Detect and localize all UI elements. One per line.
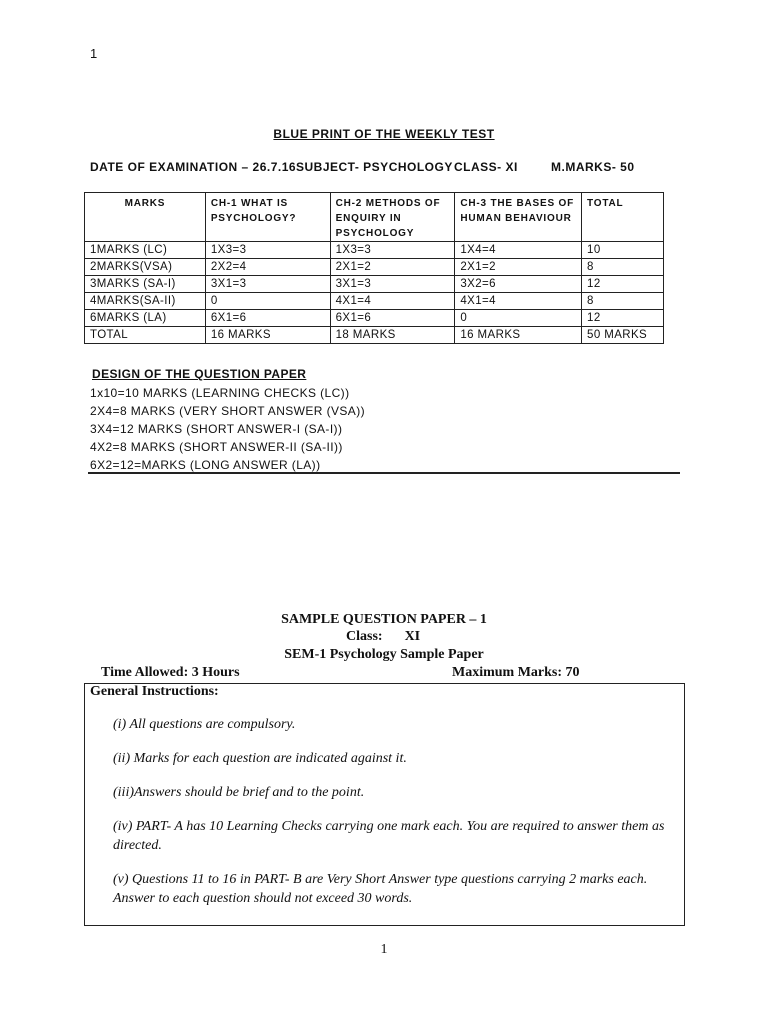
exam-subject: SUBJECT- PSYCHOLOGY: [296, 160, 453, 174]
table-cell: 3X1=3: [330, 276, 455, 293]
class-value: XI: [404, 629, 421, 644]
table-cell: TOTAL: [85, 327, 206, 344]
section-divider: [88, 472, 680, 474]
header-total: TOTAL: [582, 193, 664, 242]
list-item: 4X2=8 MARKS (SHORT ANSWER-II (SA-II)): [90, 440, 343, 454]
design-title: DESIGN OF THE QUESTION PAPER: [92, 367, 307, 381]
table-cell: 50 MARKS: [582, 327, 664, 344]
sample-paper-subtitle: SEM-1 Psychology Sample Paper: [284, 647, 484, 662]
table-cell: 16 MARKS: [205, 327, 330, 344]
table-cell: 8: [582, 293, 664, 310]
table-row: [85, 310, 664, 327]
table-cell: 12: [582, 310, 664, 327]
header-ch3: CH-3 THE BASES OF HUMAN BEHAVIOUR: [455, 193, 582, 242]
table-header-row: [85, 193, 664, 242]
table-row: [85, 293, 664, 310]
page-number-bottom: 1: [380, 942, 388, 957]
table-cell: 1X3=3: [205, 242, 330, 259]
list-item: 3X4=12 MARKS (SHORT ANSWER-I (SA-I)): [90, 422, 343, 436]
table-cell: 8: [582, 259, 664, 276]
header-ch2: CH-2 METHODS OF ENQUIRY IN PSYCHOLOGY: [330, 193, 455, 242]
table-row-total: [85, 327, 664, 344]
header-marks: MARKS: [85, 193, 206, 242]
list-item: 2X4=8 MARKS (VERY SHORT ANSWER (VSA)): [90, 404, 365, 418]
class-label: Class:: [346, 629, 383, 644]
table-cell: 2X2=4: [205, 259, 330, 276]
table-cell: 0: [455, 310, 582, 327]
sample-paper-class: [346, 629, 420, 645]
header-ch1: CH-1 WHAT IS PSYCHOLOGY?: [205, 193, 330, 242]
table-cell: 3MARKS (SA-I): [85, 276, 206, 293]
table-cell: 3X2=6: [455, 276, 582, 293]
maximum-marks: Maximum Marks: 70: [452, 665, 580, 680]
table-cell: 3X1=3: [205, 276, 330, 293]
table-cell: 2MARKS(VSA): [85, 259, 206, 276]
design-list: [90, 384, 365, 474]
table-row: [85, 242, 664, 259]
table-cell: 4MARKS(SA-II): [85, 293, 206, 310]
table-cell: 6X1=6: [205, 310, 330, 327]
table-cell: 18 MARKS: [330, 327, 455, 344]
page-number-top: 1: [90, 46, 98, 61]
blueprint-title: BLUE PRINT OF THE WEEKLY TEST: [273, 127, 495, 141]
table-cell: 12: [582, 276, 664, 293]
exam-date: DATE OF EXAMINATION – 26.7.16: [90, 160, 297, 174]
instruction-item: (i) All questions are compulsory.: [113, 717, 296, 732]
table-cell: 0: [205, 293, 330, 310]
table-cell: 6X1=6: [330, 310, 455, 327]
table-cell: 16 MARKS: [455, 327, 582, 344]
instruction-item: (iv) PART- A has 10 Learning Checks carrying one mark each. You are required to answer them as directed.: [113, 819, 665, 853]
table-cell: 4X1=4: [455, 293, 582, 310]
table-cell: 1MARKS (LC): [85, 242, 206, 259]
table-row: [85, 276, 664, 293]
table-cell: 1X3=3: [330, 242, 455, 259]
exam-class: CLASS- XI: [454, 160, 518, 174]
table-cell: 4X1=4: [330, 293, 455, 310]
time-allowed: Time Allowed: 3 Hours: [101, 665, 240, 680]
instruction-item: (ii) Marks for each question are indicated against it.: [113, 751, 407, 766]
table-cell: 1X4=4: [455, 242, 582, 259]
list-item: 6X2=12=MARKS (LONG ANSWER (LA)): [90, 458, 321, 472]
blueprint-table: [84, 192, 664, 344]
table-cell: 10: [582, 242, 664, 259]
instruction-item: (v) Questions 11 to 16 in PART- B are Very Short Answer type questions carrying 2 marks each. Answer to each question should not exceed 30 words.: [113, 872, 648, 906]
table-cell: 6MARKS (LA): [85, 310, 206, 327]
table-cell: 2X1=2: [455, 259, 582, 276]
table-row: [85, 259, 664, 276]
instructions-title: General Instructions:: [90, 684, 219, 699]
exam-max-marks: M.MARKS- 50: [551, 160, 635, 174]
instruction-item: (iii)Answers should be brief and to the point.: [113, 785, 365, 800]
table-cell: 2X1=2: [330, 259, 455, 276]
list-item: 1x10=10 MARKS (LEARNING CHECKS (LC)): [90, 386, 350, 400]
sample-paper-title: SAMPLE QUESTION PAPER – 1: [281, 612, 487, 627]
